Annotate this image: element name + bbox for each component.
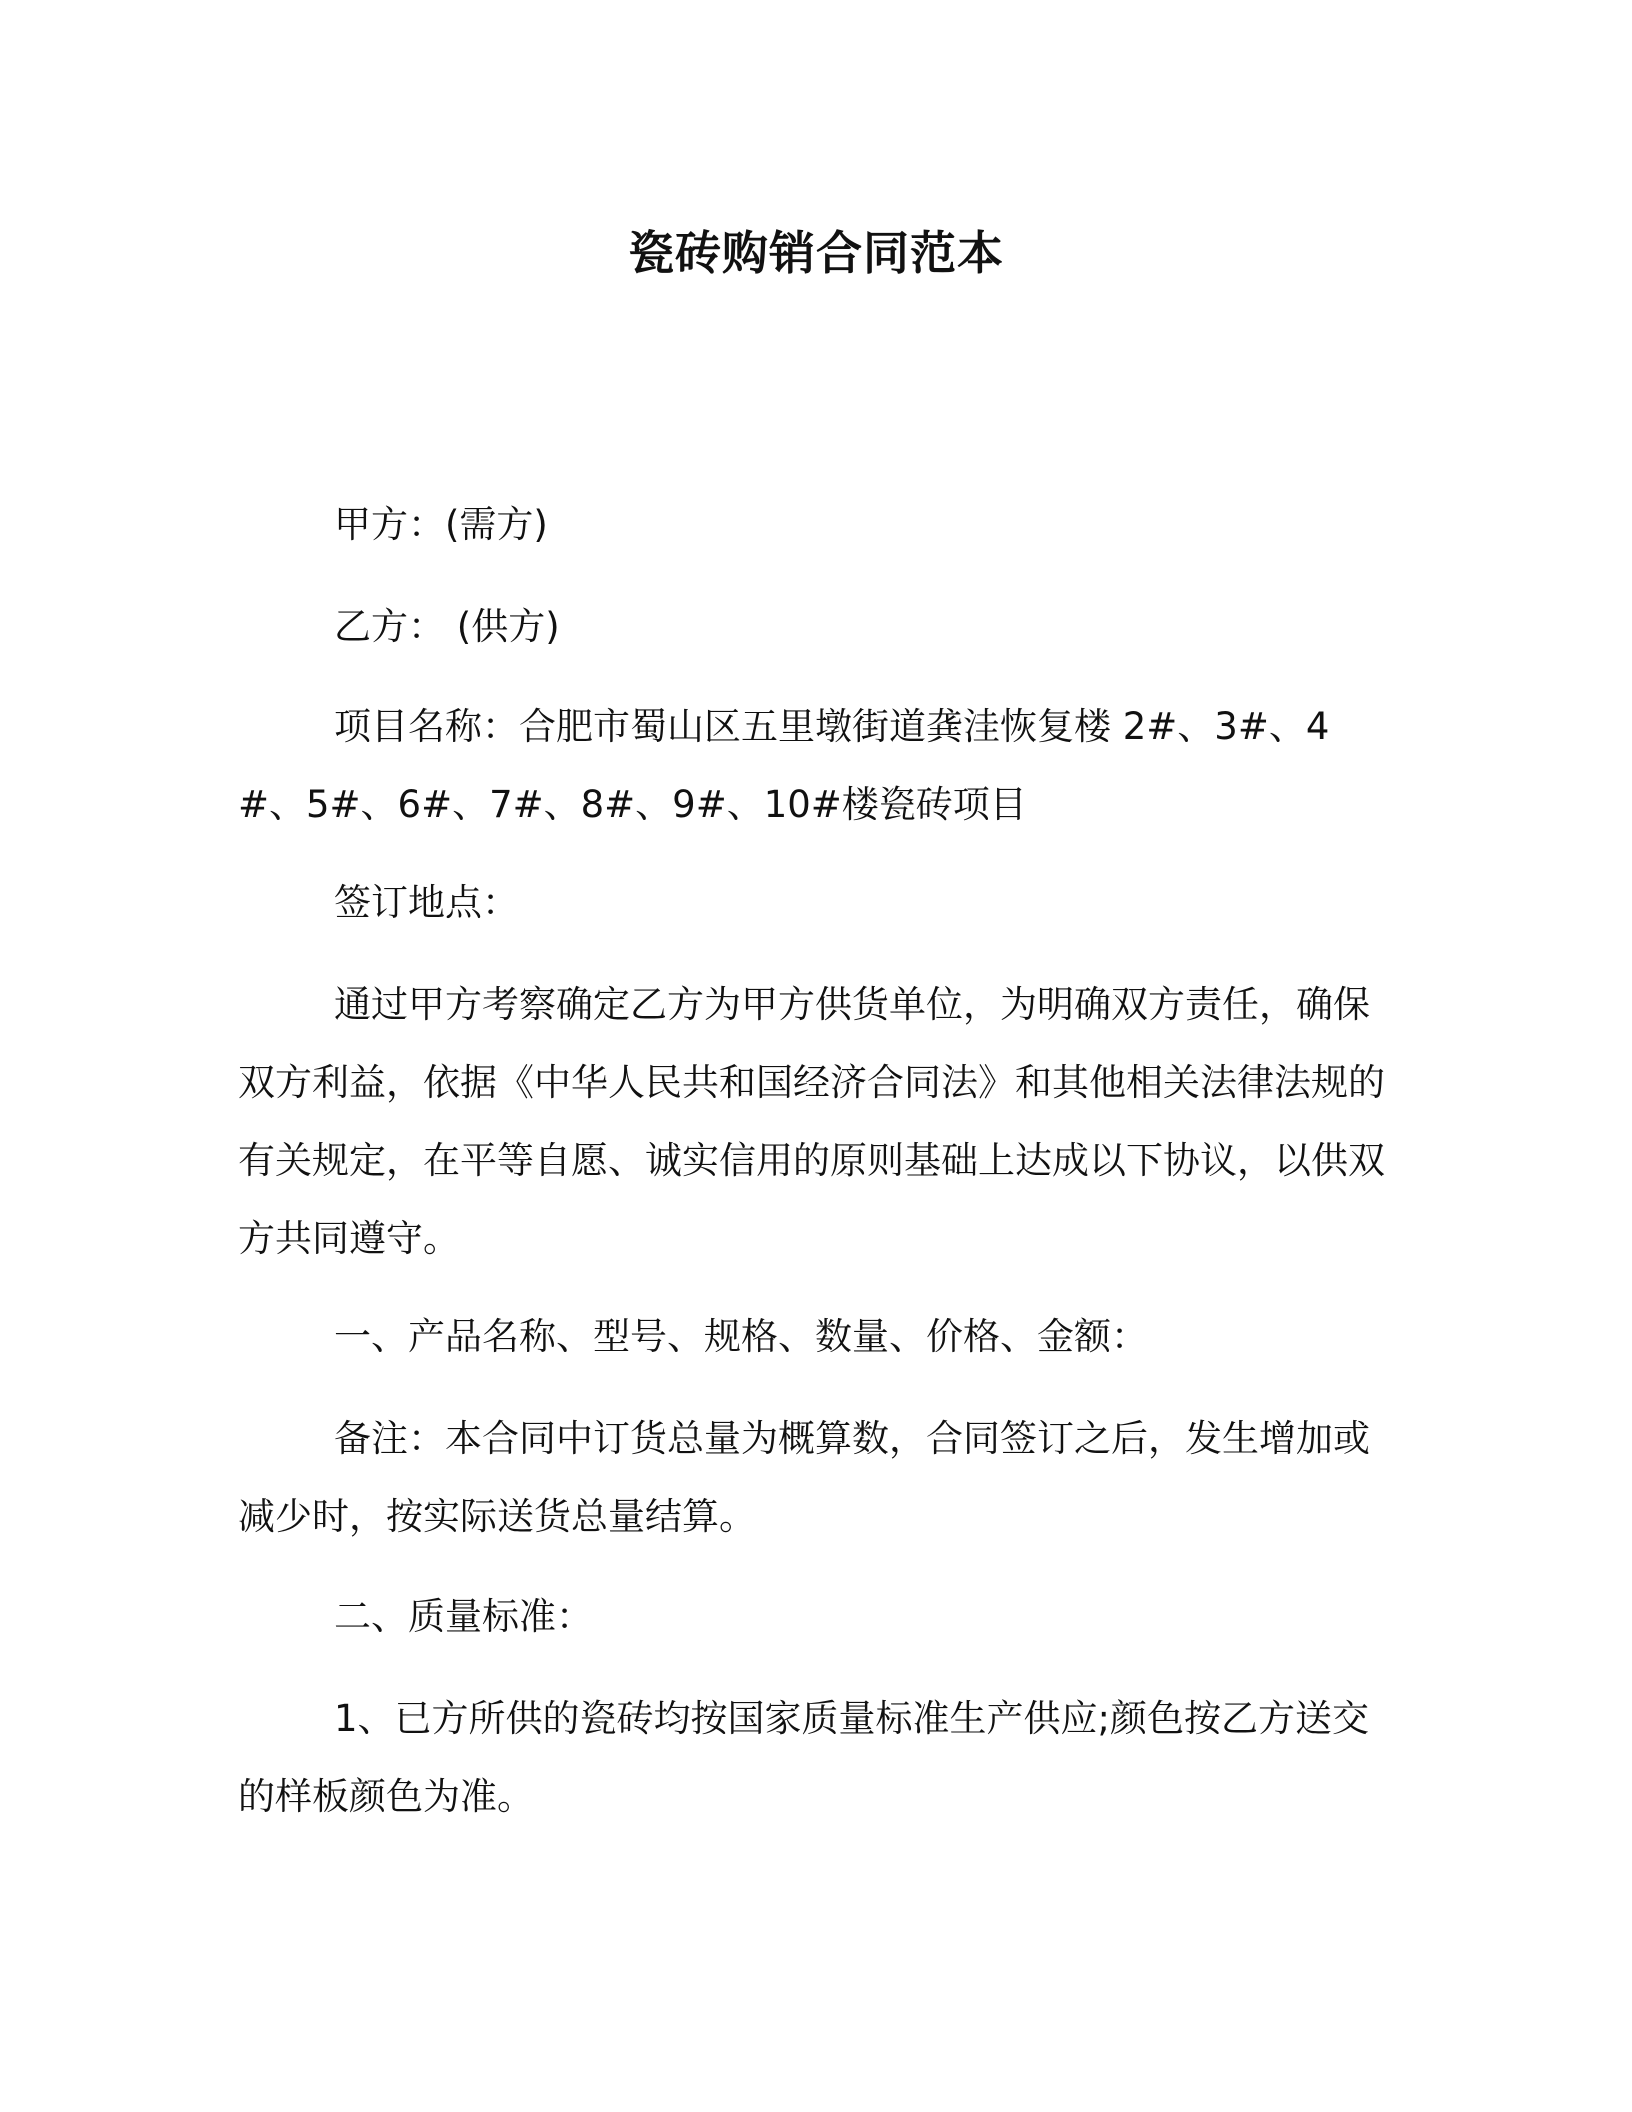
remark-paragraph: 备注：本合同中订货总量为概算数，合同签订之后，发生增加或减少时，按实际送货总量结算。	[238, 1417, 1370, 1538]
quality-clause-1: 1、已方所供的瓷砖均按国家质量标准生产供应;颜色按乙方送交的样板颜色为准。	[238, 1697, 1370, 1818]
agreement-intro-paragraph: 通过甲方考察确定乙方为甲方供货单位，为明确双方责任，确保双方利益，依据《中华人民共和国经济合同法》和其他相关法律法规的有关规定，在平等自愿、诚实信用的原则基础上达成以下协议，以供双方共同遵守。	[238, 983, 1385, 1260]
section-1-heading: 一、产品名称、型号、规格、数量、价格、金额：	[334, 1315, 1148, 1358]
document-title: 瓷砖购销合同范本	[628, 226, 1004, 280]
party-b-line: 乙方： (供方)	[334, 605, 560, 648]
section-2-heading: 二、质量标准：	[334, 1595, 593, 1638]
signing-location-line: 签订地点：	[334, 881, 519, 924]
project-name-paragraph: 项目名称：合肥市蜀山区五里墩街道龚洼恢复楼 2#、3#、4#、5#、6#、7#、8#、9#、10#楼瓷砖项目	[238, 705, 1330, 826]
party-a-line: 甲方：(需方)	[334, 503, 548, 546]
